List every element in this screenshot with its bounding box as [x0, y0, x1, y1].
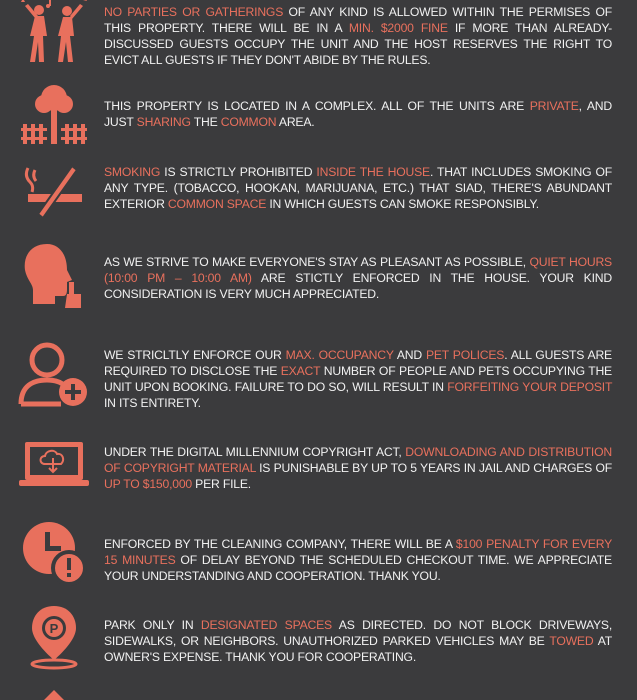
rule-segment: IS STRICTLY PROHIBITED: [160, 165, 317, 179]
rule-highlight: NO PARTIES OR GATHERINGS: [104, 5, 284, 19]
rule-highlight: DESIGNATED SPACES: [200, 618, 332, 632]
rule-segment: ARE STICTLY ENFORCED IN THE HOUSE. YOUR KIND CONSIDERATION IS VERY MUCH APPRECIATED.: [104, 271, 612, 301]
laptop-cloud-download-icon: [14, 440, 94, 490]
rule-segment: AREA.: [276, 115, 315, 129]
rule-segment: OF DELAY BEYOND THE SCHEDULED CHECKOUT TIME. WE APPRECIATE YOUR UNDERSTANDING AND COOPERATION. THANK YOU.: [104, 553, 612, 583]
rule-segment: AT OWNER'S EXPENSE. THANK YOU FOR COOPERATING.: [104, 634, 612, 664]
rule-highlight: SMOKING: [104, 165, 161, 179]
rule-highlight: $100 PENALTY FOR EVERY 15 MINUTES: [104, 537, 612, 567]
rule-highlight: EXACT: [280, 364, 321, 378]
rule-segment: AND: [393, 348, 426, 362]
rule-highlight: TOWED: [549, 634, 594, 648]
rule-highlight: UP TO $150,000: [104, 477, 192, 491]
dancing-people-icon: [14, 0, 94, 66]
rule-segment: IF MORE THAN ALREADY-DISCUSSED GUESTS OCCUPY THE UNIT AND THE HOST RESERVES THE RIGHT TO EVICT ALL GUESTS IF THEY DON'T ABIDE BY THE RULES.: [104, 21, 612, 67]
rule-highlight: INSIDE THE HOUSE: [316, 165, 430, 179]
rule-segment: UNDER THE DIGITAL MILLENNIUM COPYRIGHT ACT,: [104, 445, 406, 459]
rule-segment: THE: [190, 115, 221, 129]
rule-segment: OF ANY KIND IS ALLOWED WITHIN THE PERMISES OF THIS PROPERTY. THERE WILL BE IN A: [104, 5, 612, 35]
rule-highlight: COMMON: [220, 115, 277, 129]
tree-fence-icon: [14, 82, 94, 146]
rule-highlight: FORFEITING YOUR DEPOSIT: [447, 380, 612, 394]
rule-segment: , AND JUST: [104, 99, 612, 129]
parking-pin-icon: [14, 604, 94, 670]
rule-highlight: MAX. OCCUPANCY: [285, 348, 394, 362]
rule-highlight: MIN. $2000 FINE: [348, 21, 448, 35]
rule-highlight: QUIET HOURS (10:00 PM – 10:00 AM): [104, 255, 612, 285]
rule-segment: AS WE STRIVE TO MAKE EVERYONE'S STAY AS PLEASANT AS POSSIBLE,: [104, 255, 530, 269]
rule-segment: THIS PROPERTY IS LOCATED IN A COMPLEX. ALL OF THE UNITS ARE: [104, 99, 530, 113]
add-person-icon: [14, 340, 94, 410]
clock-warning-icon: [14, 520, 94, 586]
rule-segment: PER FILE.: [192, 477, 251, 491]
rule-segment: IN WHICH GUESTS CAN SMOKE RESPONSIBLY.: [266, 197, 539, 211]
rule-text: [104, 444, 612, 492]
rule-segment: . ALL GUESTS ARE REQUIRED TO DISCLOSE THE: [104, 348, 612, 378]
rule-segment: IS PUNISHABLE BY UP TO 5 YEARS IN JAIL AND CHARGES OF: [255, 461, 612, 475]
rule-text: [104, 347, 612, 411]
rule-highlight: DOWNLOADING AND DISTRIBUTION OF COPYRIGHT MATERIAL: [104, 445, 612, 475]
rule-highlight: SHARING: [136, 115, 191, 129]
rule-text: [104, 4, 612, 68]
rule-text: [104, 98, 612, 130]
rule-highlight: PRIVATE: [529, 99, 579, 113]
rule-segment: . THAT INCLUDES SMOKING OF ANY TYPE. (TOBACCO, HOOKAN, MARIJUANA, ETC.) THAT SIAD, THERE'S ABUNDANT EXTERIOR: [104, 165, 612, 211]
rule-segment: PARK ONLY IN: [104, 618, 201, 632]
no-smoking-icon: [14, 162, 94, 218]
rule-text: [104, 617, 612, 665]
rule-segment: AS DIRECTED. DO NOT BLOCK DRIVEWAYS, SIDEWALKS, OR NEIGHBORS. UNAUTHORIZED PARKED VEHICLES MAY BE: [104, 618, 613, 648]
rule-segment: IN ITS ENTIRETY.: [104, 396, 201, 410]
rule-segment: WE STRICLTLY ENFORCE OUR: [104, 348, 286, 362]
house-icon: [14, 690, 94, 700]
rule-segment: ENFORCED BY THE CLEANING COMPANY, THERE WILL BE A: [104, 537, 456, 551]
svg-text:P: P: [49, 621, 59, 636]
rule-text: [104, 254, 612, 302]
rule-text: [104, 164, 612, 212]
rule-segment: NUMBER OF PEOPLE AND PETS OCCUPYING THE UNIT UPON BOOKING. FAILURE TO DO SO, WILL RESULT IN: [104, 364, 612, 394]
rule-text: [104, 536, 612, 584]
quiet-head-icon: [14, 242, 94, 310]
rule-highlight: COMMON SPACE: [167, 197, 267, 211]
rule-highlight: PET POLICES: [425, 348, 505, 362]
